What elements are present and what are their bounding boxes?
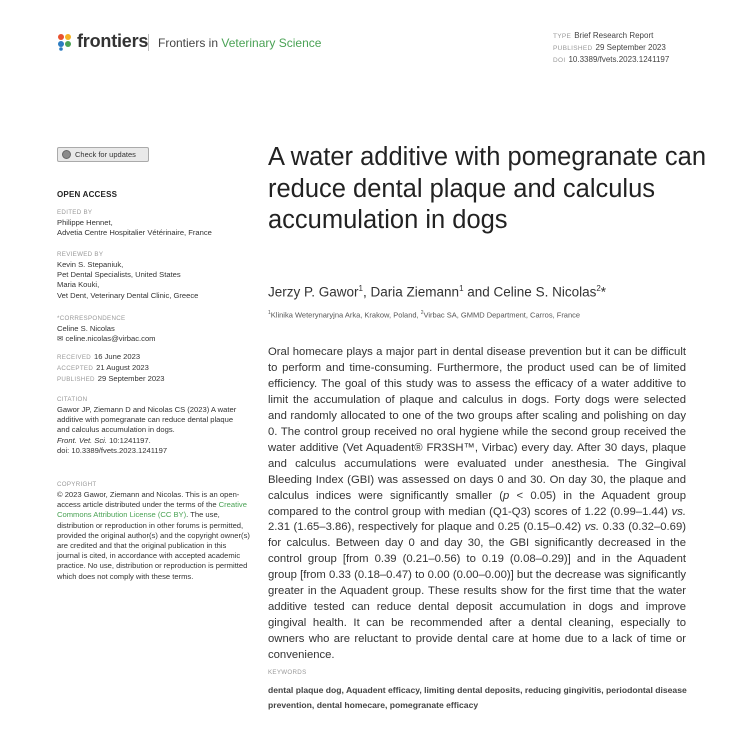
copyright-post: . The use, distribution or reproduction in other forums is permitted, provided the original author(s) and the copyright owner(s) are credited and that the original publication in this journal is cited, in accordance with accepted academic practice. No use, distribution or reproduction is permitted which does not comply with these terms. xyxy=(57,510,250,581)
citation-volume: 10:1241197. xyxy=(106,435,151,445)
citation-text: Gawor JP, Ziemann D and Nicolas CS (2023) A water additive with pomegranate can reduce dental plaque and calculus accumulation in dogs. xyxy=(57,405,237,435)
affil-2-sup: 2 xyxy=(420,310,424,316)
open-access-heading: OPEN ACCESS xyxy=(57,190,118,199)
correspondence-email[interactable]: celine.nicolas@virbac.com xyxy=(65,334,156,344)
license-link[interactable]: Creative Commons Attribution License (CC BY) xyxy=(57,500,247,520)
reviewer-2-affiliation: Vet Dent, Veterinary Dental Clinic, Greece xyxy=(57,290,199,300)
accepted-value: 21 August 2023 xyxy=(96,363,149,373)
affiliations xyxy=(268,310,580,320)
article-title: A water additive with pomegranate can reduce dental plaque and calculus accumulation in dogs xyxy=(268,143,707,234)
abstract xyxy=(268,345,686,664)
author-sep-1: , xyxy=(363,284,371,300)
logo-wordmark[interactable]: frontiers xyxy=(77,31,149,51)
type-value: Brief Research Report xyxy=(574,31,654,40)
abstract-vs-2: vs. xyxy=(584,521,600,534)
editor-name: Philippe Hennet, xyxy=(57,218,113,227)
received-value: 16 June 2023 xyxy=(94,352,141,361)
citation-block xyxy=(57,395,247,456)
author-3[interactable]: Celine S. Nicolas xyxy=(493,284,597,300)
copyright-block xyxy=(57,480,250,582)
doi-label: DOI xyxy=(553,57,566,64)
copyright-text xyxy=(57,490,250,582)
editor-affiliation: Advetia Centre Hospitalier Vétérinaire, France xyxy=(57,228,212,238)
published-label: PUBLISHED xyxy=(553,45,593,52)
journal-prefix: Frontiers in xyxy=(158,36,222,50)
abstract-part-4: 0.33 (0.32–0.69) for calculus. Between day 0 and day 30, the GBI significantly decreased in the control group [from 0.39 (0.21–0.56) to 0.19 (0.08–0.29)] and in the Aquadent group [from 0.33 (0.18–0.47) to 0.00 (0.00–0.00)] but the decrease was significantly greater in the Aquadent group. These results show for the first time that the water additive tested can reduce dental deposit accumulation in dogs and improve gingival health. It can be recommended after a dental cleaning, especially to owners who are reluctant to provide dental care at home due to a lack of time or convenience. xyxy=(268,521,686,662)
affiliation-2: Virbac SA, GMMD Department, Carros, France xyxy=(423,310,581,320)
published-value: 29 September 2023 xyxy=(595,43,666,52)
email-icon: ✉ xyxy=(57,334,66,344)
reviewed-by-block xyxy=(57,250,252,301)
corresponding-mark: * xyxy=(600,284,607,300)
author-3-affil: 2 xyxy=(596,284,601,293)
sidebar-published-value: 29 September 2023 xyxy=(97,374,165,384)
journal-name[interactable] xyxy=(158,36,321,50)
abstract-vs-1: vs. xyxy=(671,505,686,518)
keywords-label: KEYWORDS xyxy=(268,669,307,676)
correspondence-block xyxy=(57,314,252,344)
reviewer-1-affiliation: Pet Dental Specialists, United States xyxy=(57,270,181,280)
author-2-affil: 1 xyxy=(459,284,464,293)
correspondence-name: Celine S. Nicolas xyxy=(57,324,115,333)
accepted-label: ACCEPTED xyxy=(57,365,94,373)
frontiers-logo-icon xyxy=(57,33,75,51)
affiliation-1: Klinika Weterynaryjna Arka, Krakow, Poland, xyxy=(270,310,421,320)
copyright-label: COPYRIGHT xyxy=(57,481,97,488)
citation-journal: Front. Vet. Sci. xyxy=(57,435,107,445)
copyright-pre: © 2023 Gawor, Ziemann and Nicolas. This is an open-access article distributed under the terms of the xyxy=(57,490,240,510)
affil-1-sup: 1 xyxy=(268,310,271,316)
reviewer-1-name: Kevin S. Stepaniuk, xyxy=(57,260,124,269)
abstract-part-2: < 0.05) in the Aquadent group compared to the control group with median (Q1-Q3) scores of 1.22 (0.99–1.44) xyxy=(268,489,687,518)
author-sep-2: and xyxy=(463,284,494,300)
keywords: dental plaque dog, Aquadent efficacy, limiting dental deposits, reducing gingivitis, periodontal disease prevention, dental homecare, pomegranate efficacy xyxy=(268,685,687,710)
journal-title: Veterinary Science xyxy=(221,36,322,50)
dates-block xyxy=(57,352,252,386)
citation-doi[interactable]: doi: 10.3389/fvets.2023.1241197 xyxy=(57,445,168,455)
author-2[interactable]: Daria Ziemann xyxy=(370,284,460,300)
abstract-part-3: 2.31 (1.65–3.86), respectively for plaque and 0.25 (0.15–0.42) xyxy=(268,521,585,534)
correspondence-email-row[interactable] xyxy=(57,334,252,344)
correspondence-label: *CORRESPONDENCE xyxy=(57,315,126,322)
author-1-affil: 1 xyxy=(358,284,363,293)
reviewed-by-label: REVIEWED BY xyxy=(57,251,104,258)
author-list xyxy=(268,284,606,300)
edited-by-label: EDITED BY xyxy=(57,209,93,216)
received-label: RECEIVED xyxy=(57,354,92,361)
article-meta xyxy=(553,30,669,66)
type-label: TYPE xyxy=(553,33,572,40)
abstract-part-1: Oral homecare plays a major part in dental disease prevention but it can be difficult to perform and time-consuming. Furthermore, the product used can be of limited efficiency. The goal of this study was to assess the efficacy of a water additive to limit the accumulation of plaque and calculus in dogs. Forty dogs were selected and randomly allocated to one of the two groups after scaling and polishing on day 0. The control group received no oral hygiene while the second group received the water additive (Vet Aquadent® FR3SH™, Virbac) every day. After 30 days, plaque and calculus accumulations were evaluated under anesthesia. The Gingival Bleeding Index (GBI) was assessed on days 0 and 30. On day 30, the plaque and calculus indices were significantly smaller ( xyxy=(268,346,686,502)
check-updates-button[interactable] xyxy=(57,147,149,162)
header-divider xyxy=(148,34,149,51)
citation-label: CITATION xyxy=(57,396,88,403)
sidebar-published-label: PUBLISHED xyxy=(57,376,95,384)
author-1[interactable]: Jerzy P. Gawor xyxy=(268,284,359,300)
check-updates-icon xyxy=(62,150,71,159)
edited-by-block xyxy=(57,208,252,238)
check-updates-label: Check for updates xyxy=(75,150,136,159)
abstract-p-symbol: p xyxy=(503,489,510,502)
reviewer-2-name: Maria Kouki, xyxy=(57,280,100,290)
doi-value[interactable]: 10.3389/fvets.2023.1241197 xyxy=(568,55,670,64)
